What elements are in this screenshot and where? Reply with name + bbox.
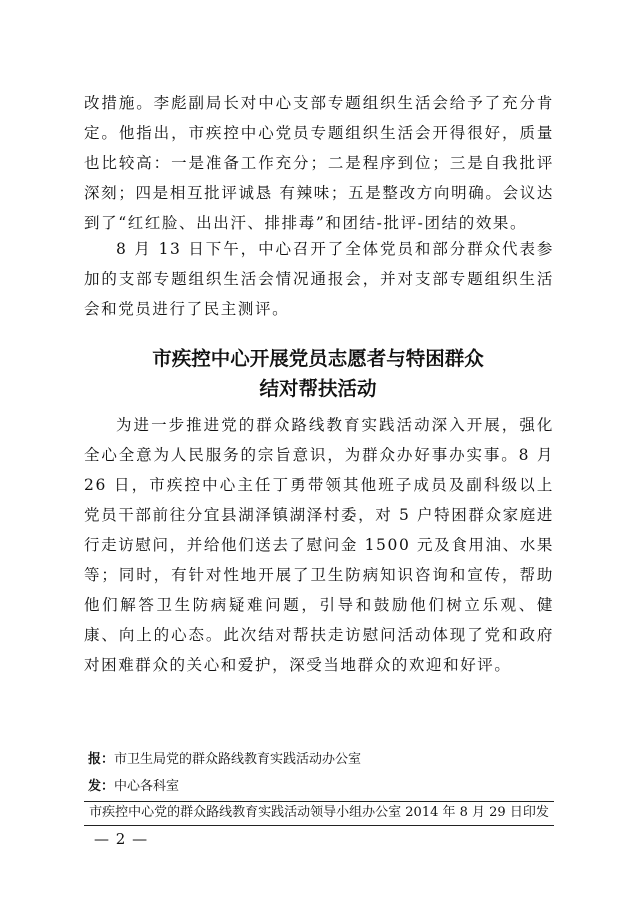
footer-divider-bottom	[84, 825, 554, 826]
send-to-line	[88, 777, 179, 797]
page-number: — 2 —	[94, 830, 149, 848]
article-title-line-1: 市疾控中心开展党员志愿者与特困群众	[152, 347, 484, 370]
issuer-line: 市疾控中心党的群众路线教育实践活动领导小组办公室 2014 年 8 月 29 日印发	[89, 805, 549, 820]
footer-divider-top	[84, 801, 554, 802]
article-title-line-2: 结对帮扶活动	[259, 377, 377, 400]
body-paragraph-1: 改措施。李彪副局长对中心支部专题组织生活会给予了充分肯定。他指出，市疾控中心党员专题组织生活会开得很好，质量也比较高：一是准备工作充分；二是程序到位；三是自我批评深刻；四是相互批评诚恳 有辣味；五是整改方向明确。会议达到了“红红脸、出出汗、排排毒”和团结-批评-团结的效果。	[84, 94, 554, 232]
body-paragraph-2: 8 月 13 日下午，中心召开了全体党员和部分群众代表参加的支部专题组织生活会情况通报会，并对支部专题组织生活会和党员进行了民主测评。	[84, 240, 554, 318]
report-to-line	[88, 750, 361, 770]
send-value: 中心各科室	[114, 779, 180, 794]
send-label: 发：	[88, 779, 115, 794]
body-paragraph-3: 为进一步推进党的群众路线教育实践活动深入开展，强化全心全意为人民服务的宗旨意识，为群众办好事办实事。8 月 26 日，市疾控中心主任丁勇带领其他班子成员及副科级以上党员干部前往分宜县湖泽镇湖泽村委，对 5 户特困群众家庭进行走访慰问，并给他们送去了慰问金 1500 元及食用油、水果等；同时，有针对性地开展了卫生防病知识咨询和宣传，帮助他们解答卫生防病疑难问题，引导和鼓励他们树立乐观、健康、向上的心态。此次结对帮扶走访慰问活动体现了党和政府对困难群众的关心和爱护，深受当地群众的欢迎和好评。	[84, 416, 554, 674]
report-value: 市卫生局党的群众路线教育实践活动办公室	[114, 752, 362, 767]
report-label: 报：	[88, 752, 115, 767]
